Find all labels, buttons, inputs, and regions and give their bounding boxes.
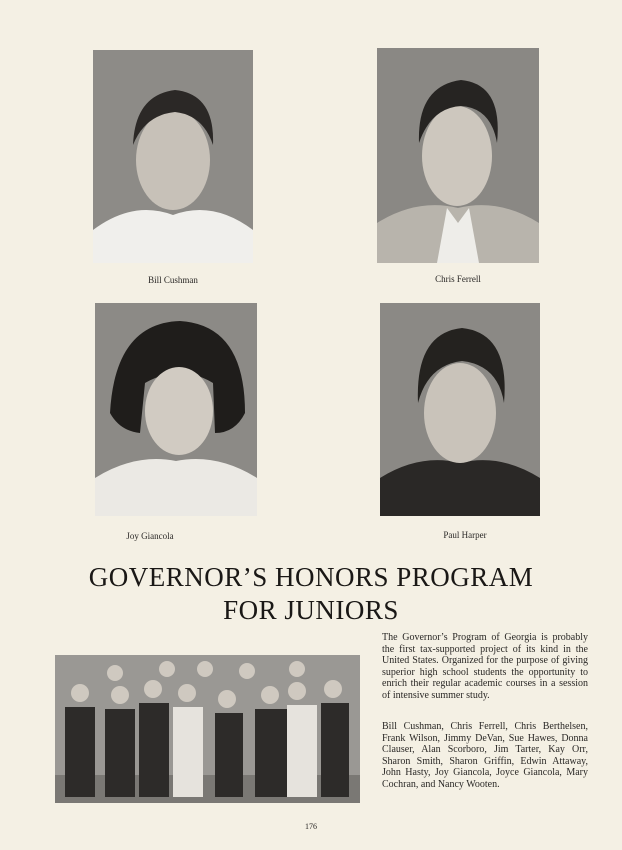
section-title-line-1: GOVERNOR’S HONORS PROGRAM <box>88 562 534 592</box>
portrait-caption-1: Bill Cushman <box>148 275 198 285</box>
portrait-photo-bill-cushman <box>93 50 253 263</box>
members-list: Bill Cushman, Chris Ferrell, Chris Berthelsen, Frank Wilson, Jimmy DeVan, Sue Hawes, Donna Clauser, Alan Scorboro, Jim Tarter, Kay Orr, Sharon Smith, Sharon Griffin, Edwin Attaway, John Hasty, Joy Giancola, Joyce Giancola, Mary Cochran, and Nancy Wooten. <box>382 721 588 790</box>
page-number: 176 <box>305 822 317 831</box>
portrait-caption-2: Chris Ferrell <box>435 274 481 284</box>
portrait-caption-3: Joy Giancola <box>126 531 174 541</box>
portrait-photo-chris-ferrell <box>377 48 539 263</box>
section-title-line-2: FOR JUNIORS <box>223 595 399 625</box>
portrait-photo-joy-giancola <box>95 303 257 516</box>
program-description: The Governor’s Program of Georgia is probably the first tax-supported project of its kind in the United States. Organized for the purpose of giving superior high school students the opportunity to enrich their regular academic courses in a session of intensive summer study. <box>382 632 588 701</box>
portrait-photo-paul-harper <box>380 303 540 516</box>
portrait-caption-4: Paul Harper <box>443 530 487 540</box>
group-photo <box>55 655 360 803</box>
